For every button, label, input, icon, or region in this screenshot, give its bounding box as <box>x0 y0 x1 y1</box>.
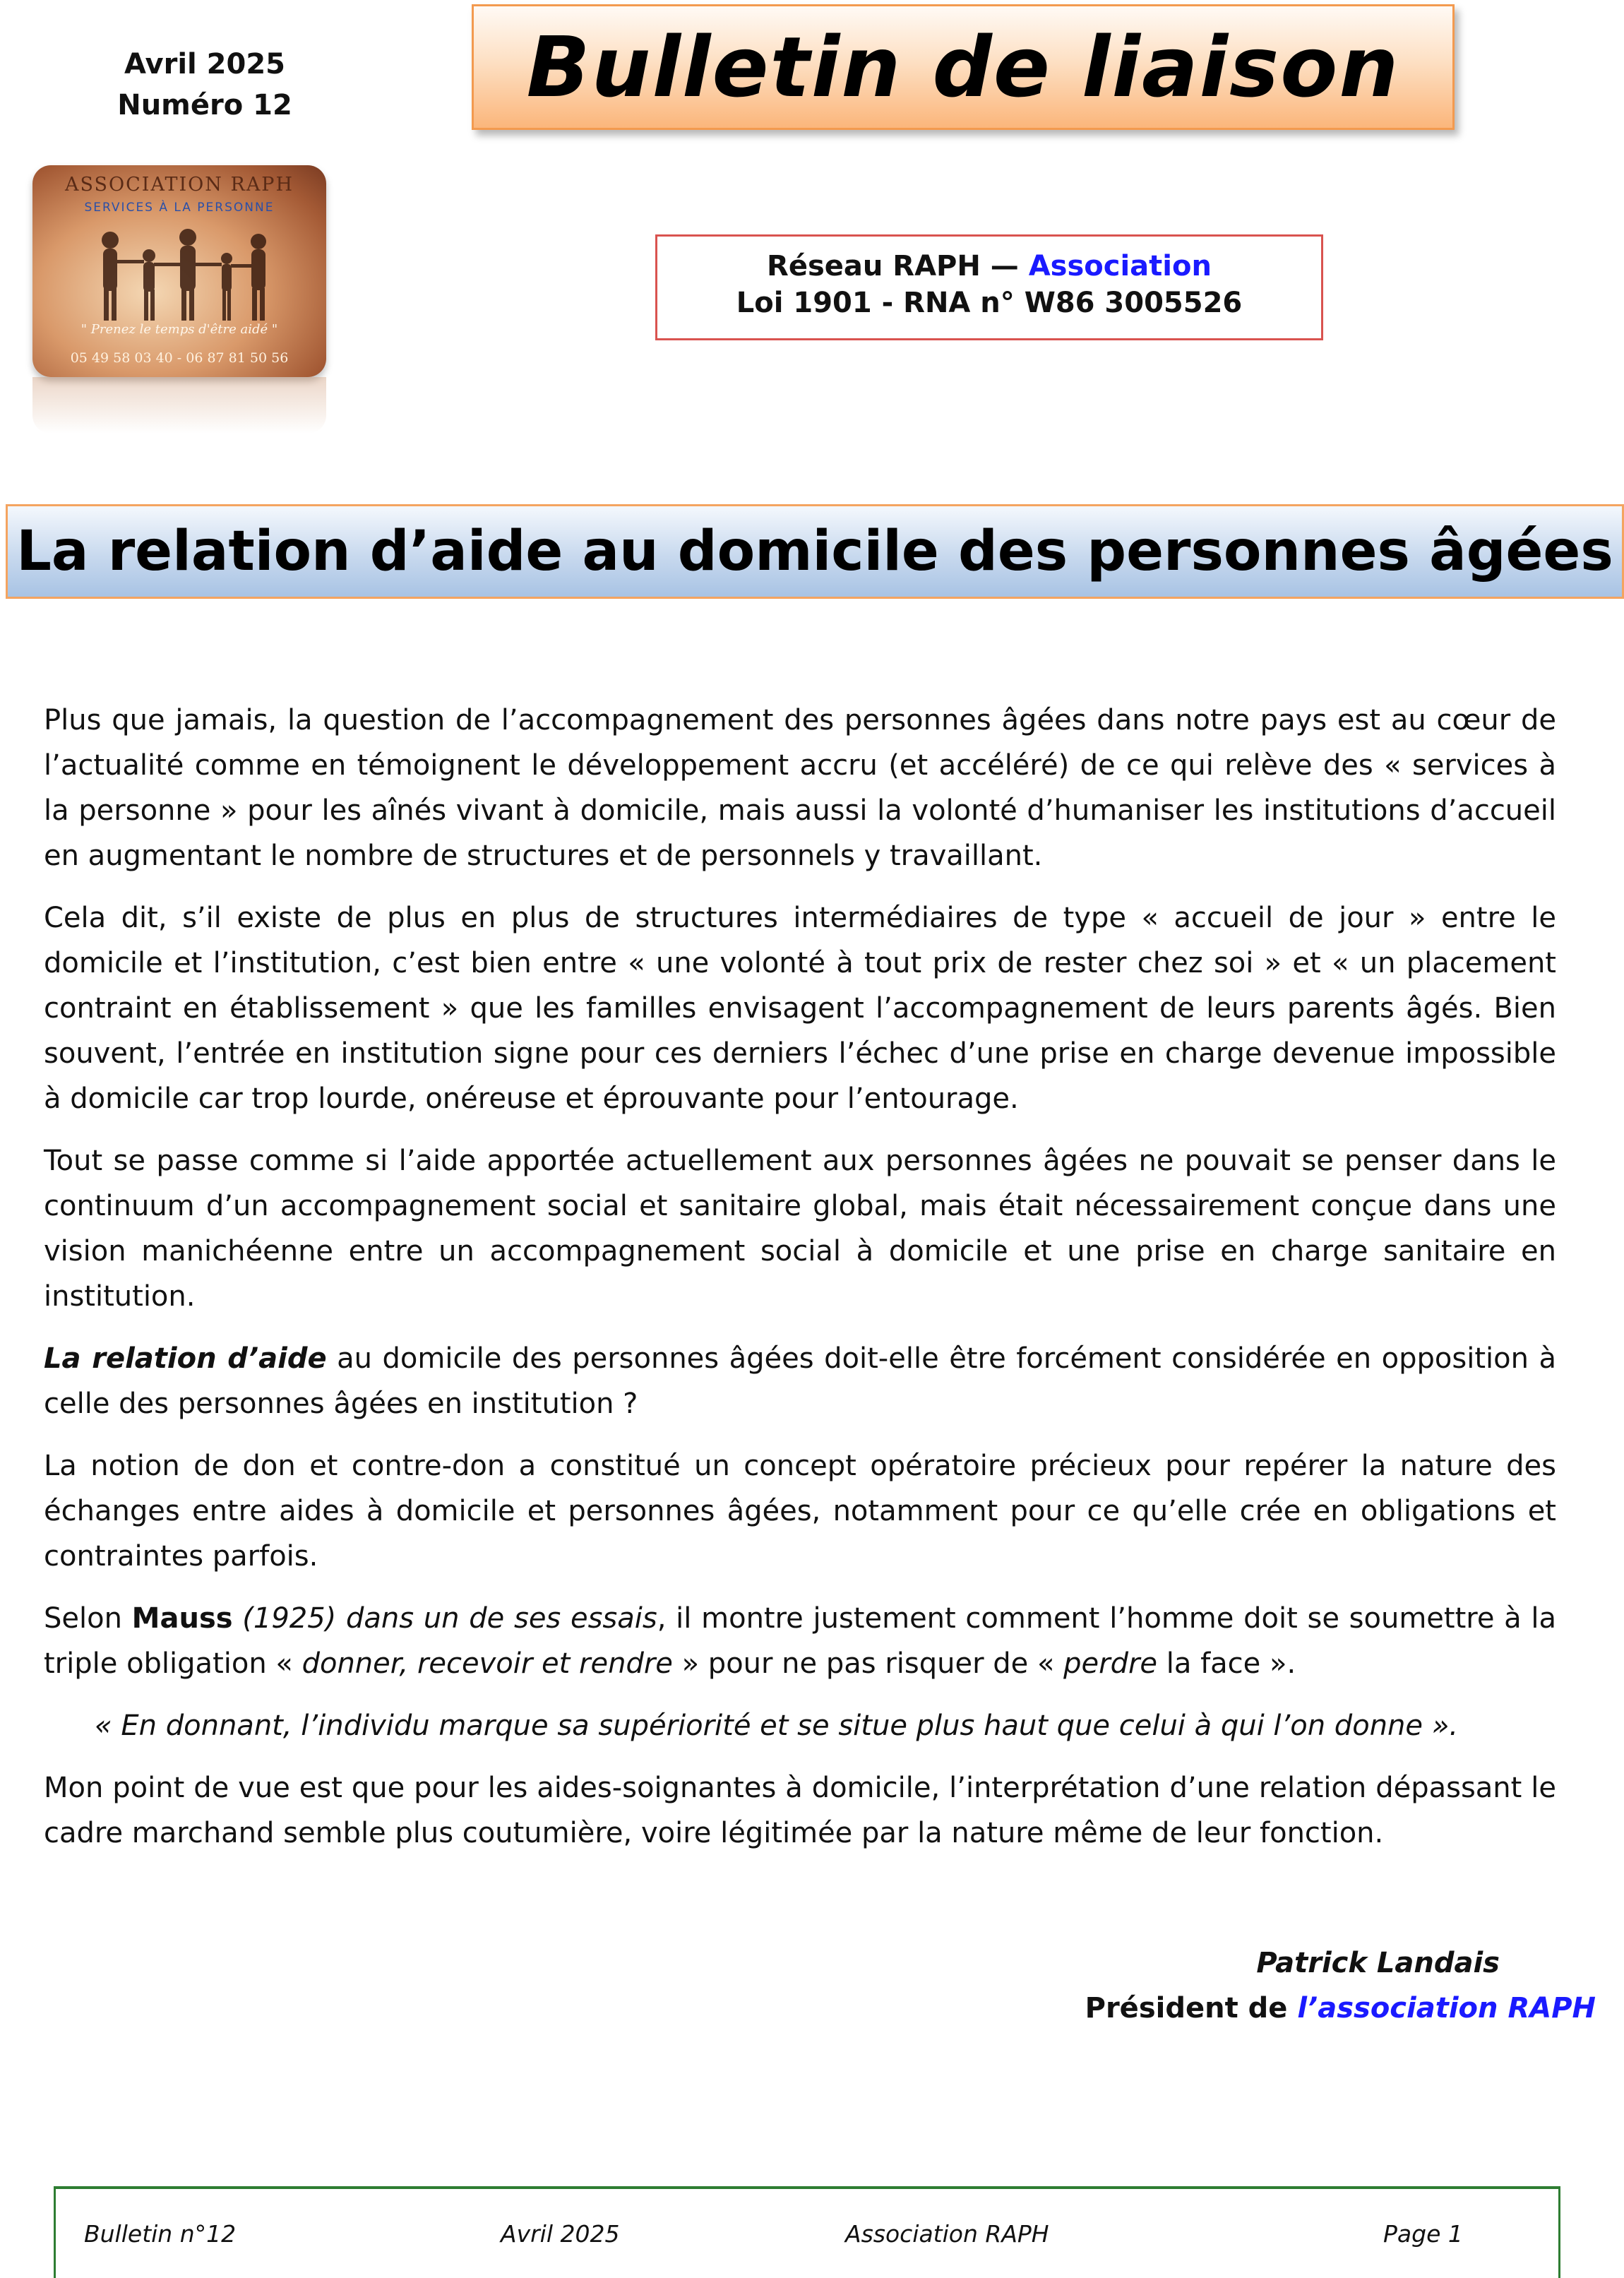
family-silhouette-icon <box>82 219 280 325</box>
signature-block <box>989 1940 1596 2031</box>
paragraph-3: Tout se passe comme si l’aide apportée actuellement aux personnes âgées ne pouvait se penser dans le continuum d’un accompagnement social et sanitaire global, mais était nécessairement conçue dans une vision manichéenne entre un accompagnement social à domicile et une prise en charge sanitaire en institution. <box>44 1145 1556 1313</box>
logo-subtitle: SERVICES À LA PERSONNE <box>84 201 275 215</box>
author-mauss: Mauss <box>131 1602 233 1635</box>
paragraph-6-triple: donner, recevoir et rendre <box>301 1647 673 1680</box>
signature-role <box>989 1986 1596 2031</box>
signature-name: Patrick Landais <box>1256 1947 1500 1979</box>
signature-role-prefix: Président de <box>1085 1992 1298 2024</box>
article-title-banner <box>6 504 1624 599</box>
logo-title: ASSOCIATION RAPH <box>64 174 294 196</box>
signature-role-association: l’association RAPH <box>1297 1992 1596 2024</box>
footer-date: Avril 2025 <box>501 2220 620 2248</box>
issue-number: Numéro 12 <box>117 89 292 121</box>
footer-page-number: Page 1 <box>1383 2220 1463 2248</box>
paragraph-1: Plus que jamais, la question de l’accompagnement des personnes âgées dans notre pays est au cœur de l’actualité comme en témoignent le développement accru (et accéléré) de ce qui relève des « services à la personne » pour les aînés vivant à domicile, mais aussi la volonté d’humaniser les institutions d’accueil en augmentant le nombre de structures et de personnels y travaillant. <box>44 704 1556 872</box>
footer-bulletin: Bulletin n°12 <box>84 2220 237 2248</box>
bulletin-title-banner <box>472 4 1455 130</box>
paragraph-2: Cela dit, s’il existe de plus en plus de structures intermédiaires de type « accueil de jour » entre le domicile et l’institution, c’est bien entre « une volonté à tout prix de rester chez soi » et « un placement contraint en établissement » que les familles envisagent l’accompagnement de leurs parents âgés. Bien souvent, l’entrée en institution signe pour ces derniers l’échec d’une prise en charge devenue impossible à domicile car trop lourde, onéreuse et éprouvante pour l’entourage. <box>44 902 1556 1115</box>
logo-reflection <box>32 377 326 434</box>
paragraph-4-text: au domicile des personnes âgées doit-elle être forcément considérée en opposition à celle des personnes âgées en institution ? <box>44 1342 1556 1420</box>
paragraph-6-part-a: Selon <box>44 1602 132 1635</box>
bulletin-title: Bulletin de liaison <box>526 18 1400 116</box>
association-logo <box>32 165 326 377</box>
logo-phone-numbers: 05 49 58 03 40 - 06 87 81 50 56 <box>70 350 289 366</box>
paragraph-6-part-c: , il montre justement comment l’homme doit se soumettre à la triple obligation « <box>44 1602 1557 1680</box>
reseau-info-box <box>655 234 1323 340</box>
paragraph-4-emphasis: La relation d’aide <box>44 1342 327 1375</box>
logo-tagline: " Prenez le temps d'être aidé " <box>80 322 278 337</box>
reseau-association: Association <box>1028 250 1212 282</box>
paragraph-4 <box>44 1336 1556 1426</box>
issue-info <box>92 44 318 126</box>
paragraph-6-perdre: perdre <box>1063 1647 1158 1680</box>
article-title: La relation d’aide au domicile des personnes âgées <box>16 520 1613 583</box>
page-footer <box>54 2186 1560 2278</box>
paragraph-6 <box>44 1596 1556 1686</box>
footer-association: Association RAPH <box>845 2220 1049 2248</box>
reseau-label: Réseau RAPH — <box>767 250 1029 282</box>
paragraph-6-part-e: » pour ne pas risquer de « <box>672 1647 1064 1680</box>
reseau-line-1 <box>657 248 1321 285</box>
reseau-line-2: Loi 1901 - RNA n° W86 3005526 <box>736 287 1243 319</box>
article-body <box>44 698 1556 1873</box>
paragraph-7: Mon point de vue est que pour les aides-soignantes à domicile, l’interprétation d’une relation dépassant le cadre marchand semble plus coutumière, voire légitimée par la nature même de leur fonction. <box>44 1772 1556 1849</box>
issue-date: Avril 2025 <box>124 48 285 80</box>
paragraph-5: La notion de don et contre-don a constitué un concept opératoire précieux pour repérer la nature des échanges entre aides à domicile et personnes âgées, notamment pour ce qu’elle crée en obligations et contraintes parfois. <box>44 1450 1556 1573</box>
paragraph-6-part-g: la face ». <box>1157 1647 1296 1680</box>
quote: « En donnant, l’individu marque sa supériorité et se situe plus haut que celui à qui l’on donne ». <box>95 1710 1459 1742</box>
paragraph-6-citation: (1925) dans un de ses essais <box>232 1602 657 1635</box>
